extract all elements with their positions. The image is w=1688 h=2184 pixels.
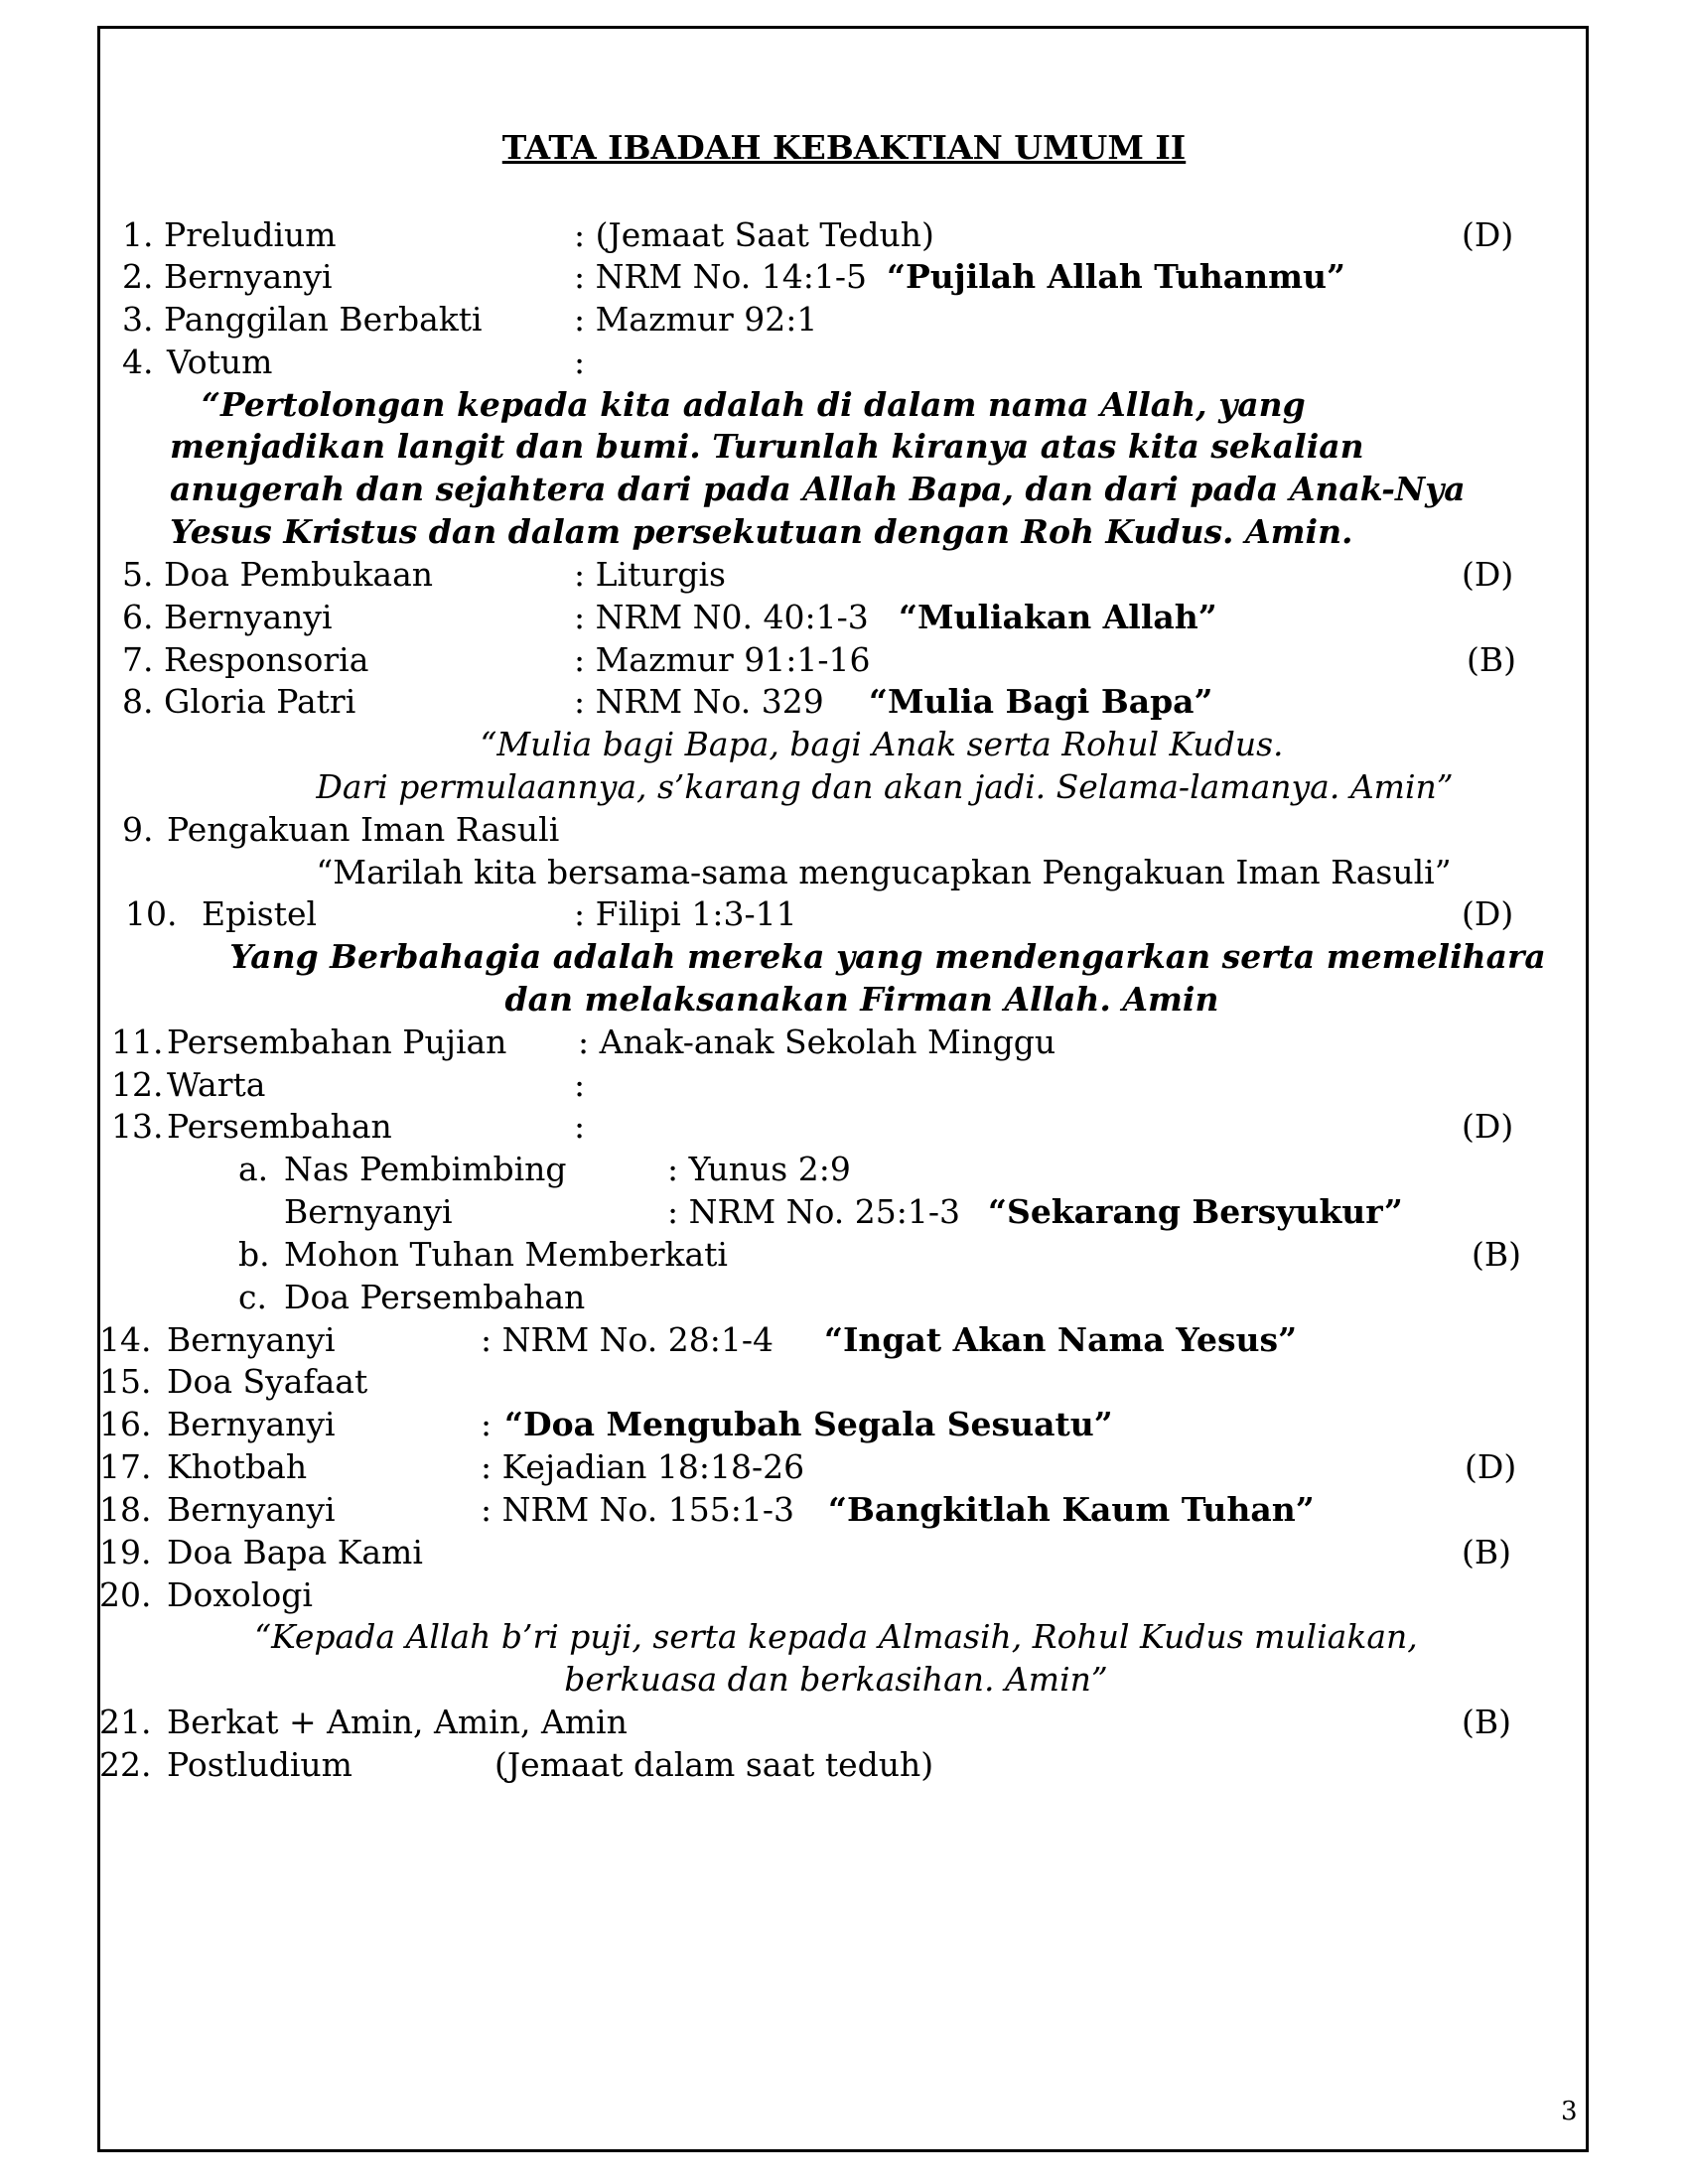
item-number: 4. — [122, 342, 154, 381]
item-value: : NRM No. 28:1-4 — [481, 1320, 774, 1359]
doxologi-line: “Kepada Allah b’ri puji, serta kepada Almasih, Rohul Kudus muliakan, — [254, 1617, 1418, 1656]
item-value: : Mazmur 92:1 — [574, 300, 818, 339]
item-label: Preludium — [164, 215, 337, 254]
item-value: : Kejadian 18:18-26 — [481, 1447, 805, 1486]
gloria-line: Dari permulaannya, s’karang dan akan jadi. Selama-lamanya. Amin” — [316, 767, 1454, 806]
sub-item-letter: a. — [238, 1150, 269, 1188]
item-value: : — [481, 1405, 492, 1443]
item-label: Berkat + Amin, Amin, Amin — [167, 1703, 628, 1741]
votum-line: menjadikan langit dan bumi. Turunlah kiranya atas kita sekalian — [170, 427, 1364, 466]
item-code: (B) — [1462, 1703, 1511, 1741]
item-label: Doxologi — [167, 1575, 313, 1614]
item-label: Warta — [167, 1065, 266, 1104]
item-code: (D) — [1462, 894, 1514, 933]
item-number: 1. — [122, 215, 154, 254]
item-label: Persembahan Pujian — [167, 1023, 507, 1061]
item-number: 12. — [111, 1065, 164, 1104]
song-title: “Doa Mengubah Segala Sesuatu” — [504, 1405, 1113, 1443]
item-value: : — [574, 1065, 586, 1104]
item-number: 6. — [122, 598, 154, 636]
item-label: Bernyanyi — [164, 598, 333, 636]
item-label: Responsoria — [164, 640, 369, 679]
item-number: 5. — [122, 555, 154, 594]
item-label: Persembahan — [167, 1107, 392, 1146]
item-code: (B) — [1472, 1235, 1521, 1274]
votum-line: anugerah dan sejahtera dari pada Allah Bapa, dan dari pada Anak-Nya — [170, 470, 1466, 508]
song-title: “Mulia Bagi Bapa” — [869, 682, 1213, 721]
item-number: 2. — [122, 257, 154, 296]
epistel-line: dan melaksanakan Firman Allah. Amin — [504, 980, 1219, 1019]
item-label: Pengakuan Iman Rasuli — [167, 810, 560, 849]
item-value: : NRM No. 329 — [574, 682, 824, 721]
sub-item-value: : Yunus 2:9 — [667, 1150, 851, 1188]
song-title: “Sekarang Bersyukur” — [988, 1192, 1403, 1231]
sub-item-letter: b. — [238, 1235, 270, 1274]
item-value: : Anak-anak Sekolah Minggu — [578, 1023, 1056, 1061]
song-title: “Ingat Akan Nama Yesus” — [824, 1320, 1298, 1359]
sub-item-label: Doa Persembahan — [284, 1278, 586, 1316]
item-value: : NRM N0. 40:1-3 — [574, 598, 869, 636]
item-label: Bernyanyi — [167, 1405, 336, 1443]
page-number: 3 — [1561, 2097, 1578, 2126]
votum-line: Yesus Kristus dan dalam persekutuan dengan Roh Kudus. Amin. — [170, 512, 1353, 551]
item-number: 18. — [99, 1490, 152, 1529]
item-label: Votum — [167, 342, 273, 381]
item-code: (D) — [1462, 555, 1514, 594]
item-number: 19. — [99, 1533, 152, 1571]
doxologi-line: berkuasa dan berkasihan. Amin” — [564, 1660, 1108, 1699]
item-value: : Mazmur 91:1-16 — [574, 640, 871, 679]
item-code: (D) — [1462, 215, 1514, 254]
item-number: 21. — [99, 1703, 152, 1741]
item-label: Doa Bapa Kami — [167, 1533, 423, 1571]
item-label: Panggilan Berbakti — [164, 300, 483, 339]
item-code: (D) — [1462, 1107, 1514, 1146]
song-title: “Bangkitlah Kaum Tuhan” — [828, 1490, 1315, 1529]
item-number: 14. — [99, 1320, 152, 1359]
item-number: 7. — [122, 640, 154, 679]
item-value: (Jemaat dalam saat teduh) — [494, 1745, 934, 1784]
item-label: Doa Pembukaan — [164, 555, 434, 594]
item-number: 22. — [99, 1745, 152, 1784]
item-label: Doa Syafaat — [167, 1362, 368, 1401]
song-title: “Pujilah Allah Tuhanmu” — [887, 257, 1345, 296]
song-title: “Muliakan Allah” — [899, 598, 1217, 636]
item-label: Bernyanyi — [167, 1320, 336, 1359]
item-value: : NRM No. 14:1-5 — [574, 257, 868, 296]
item-code: (B) — [1462, 1533, 1511, 1571]
item-number: 10. — [125, 894, 178, 933]
item-number: 11. — [111, 1023, 164, 1061]
item-label: Postludium — [167, 1745, 352, 1784]
item-label: Bernyanyi — [167, 1490, 336, 1529]
votum-line: “Pertolongan kepada kita adalah di dalam nama Allah, yang — [202, 385, 1306, 424]
item-value: : Liturgis — [574, 555, 726, 594]
item-number: 13. — [111, 1107, 164, 1146]
sub-item-label: Nas Pembimbing — [284, 1150, 567, 1188]
creed-text: “Marilah kita bersama-sama mengucapkan Pengakuan Iman Rasuli” — [316, 853, 1452, 891]
item-number: 15. — [99, 1362, 152, 1401]
sub-item-value: : NRM No. 25:1-3 — [667, 1192, 961, 1231]
item-label: Bernyanyi — [164, 257, 333, 296]
item-code: (D) — [1465, 1447, 1517, 1486]
item-label: Epistel — [202, 894, 318, 933]
page-border — [97, 26, 1589, 2152]
item-label: Gloria Patri — [164, 682, 356, 721]
item-label: Khotbah — [167, 1447, 308, 1486]
item-code: (B) — [1467, 640, 1516, 679]
item-number: 17. — [99, 1447, 152, 1486]
item-value: : NRM No. 155:1-3 — [481, 1490, 794, 1529]
sub-item-letter: c. — [238, 1278, 267, 1316]
sub-item-label: Bernyanyi — [284, 1192, 453, 1231]
gloria-line: “Mulia bagi Bapa, bagi Anak serta Rohul Kudus. — [480, 725, 1284, 763]
item-number: 20. — [99, 1575, 152, 1614]
item-value: : (Jemaat Saat Teduh) — [574, 215, 934, 254]
item-number: 8. — [122, 682, 154, 721]
page-title: TATA IBADAH KEBAKTIAN UMUM II — [501, 128, 1187, 167]
item-value: : — [574, 1107, 586, 1146]
item-number: 3. — [122, 300, 154, 339]
sub-item-label: Mohon Tuhan Memberkati — [284, 1235, 728, 1274]
item-number: 16. — [99, 1405, 152, 1443]
item-value: : Filipi 1:3-11 — [574, 894, 797, 933]
epistel-line: Yang Berbahagia adalah mereka yang mendengarkan serta memelihara — [229, 937, 1546, 976]
item-value: : — [574, 342, 586, 381]
item-number: 9. — [122, 810, 154, 849]
